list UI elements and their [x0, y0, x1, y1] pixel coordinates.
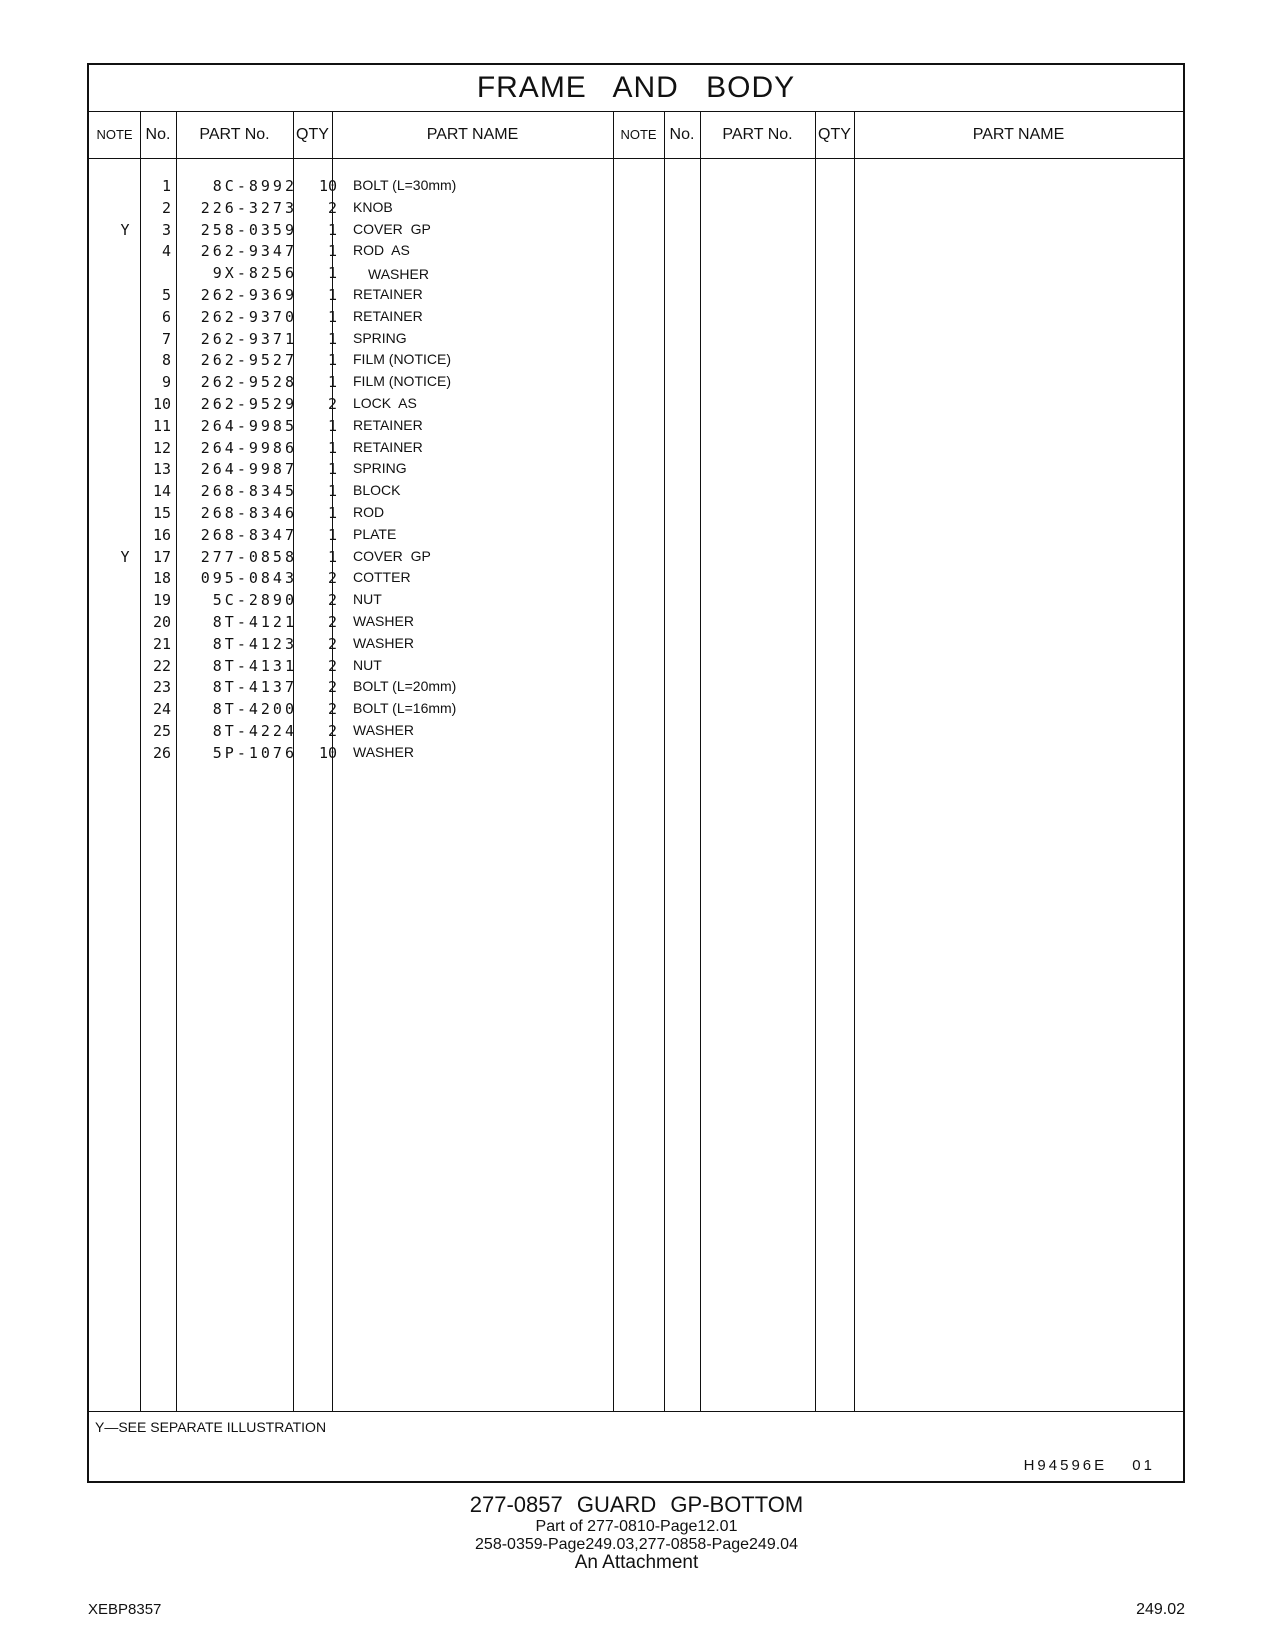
part-number-cell: 8T-4131 [212, 656, 297, 675]
header-qty: QTY [296, 126, 329, 143]
table-row [89, 393, 1183, 416]
table-row [89, 175, 1183, 198]
part-name-cell: NUT [353, 591, 382, 608]
table-bottom-rule [89, 1411, 1183, 1412]
note-cell: Y [120, 547, 130, 566]
item-number-cell: 2 [161, 198, 171, 217]
header-note: NOTE [96, 127, 133, 142]
table-row [89, 197, 1183, 220]
part-number-cell: 8T-4121 [212, 613, 297, 631]
table-row [89, 611, 1183, 634]
quantity-cell: 2 [327, 678, 337, 697]
item-number-cell: 10 [152, 395, 171, 413]
quantity-cell: 2 [327, 591, 337, 610]
quantity-cell: 1 [327, 264, 337, 283]
quantity-cell: 1 [327, 460, 337, 479]
header-part-no: PART No. [199, 126, 270, 143]
quantity-cell: 2 [327, 656, 337, 675]
quantity-cell: 1 [327, 307, 337, 326]
assembly-references: 258-0359-Page249.03,277-0858-Page249.04 [475, 1536, 798, 1553]
part-number-cell: 268-8345 [200, 482, 297, 501]
item-number-cell: 4 [161, 242, 171, 261]
part-number-cell: 264-9987 [200, 460, 297, 479]
part-name-cell: COVER GP [353, 220, 431, 237]
part-name-cell: RETAINER [353, 416, 423, 433]
part-number-cell: 262-9370 [200, 307, 297, 326]
part-name-cell: SPRING [353, 460, 407, 477]
part-name-cell: SPRING [353, 329, 407, 346]
table-row [89, 458, 1183, 481]
assembly-part-of: Part of 277-0810-Page12.01 [535, 1518, 738, 1535]
table-row [89, 502, 1183, 525]
part-number-cell: 262-9527 [200, 351, 297, 370]
quantity-cell: 1 [327, 220, 337, 239]
quantity-cell: 2 [327, 198, 337, 217]
item-number-cell: 8 [161, 351, 171, 370]
header-no-right: No. [669, 126, 695, 143]
item-number-cell: 15 [152, 504, 171, 522]
part-name-cell: LOCK AS [353, 395, 417, 411]
quantity-cell: 1 [327, 525, 337, 544]
item-number-cell: 1 [161, 177, 171, 195]
item-number-cell: 12 [152, 438, 171, 457]
quantity-cell: 2 [327, 395, 337, 413]
item-number-cell: 16 [152, 525, 171, 544]
assembly-type: An Attachment [574, 1552, 699, 1573]
quantity-cell: 1 [327, 438, 337, 457]
table-row [89, 546, 1183, 569]
table-row [89, 306, 1183, 329]
part-number-cell: 8T-4200 [212, 700, 297, 719]
table-row [89, 219, 1183, 242]
table-row [89, 437, 1183, 460]
header-part-no-right: PART No. [722, 126, 793, 143]
part-name-cell: ROD AS [353, 242, 410, 259]
table-row [89, 633, 1183, 656]
table-row [89, 240, 1183, 263]
quantity-cell: 2 [327, 569, 337, 588]
drawing-code: H94596E 01 [1023, 1457, 1155, 1474]
item-number-cell: 20 [152, 613, 171, 631]
part-number-cell: 264-9986 [200, 438, 297, 457]
quantity-cell: 2 [327, 634, 337, 653]
part-number-cell: 258-0359 [200, 220, 297, 239]
quantity-cell: 1 [327, 482, 337, 501]
part-number-cell: 264-9985 [200, 416, 297, 435]
part-name-cell: WASHER [353, 613, 414, 629]
parts-list-frame [87, 63, 1185, 1483]
item-number-cell: 9 [161, 373, 171, 392]
quantity-cell: 10 [318, 743, 337, 762]
document-id: XEBP8357 [88, 1601, 162, 1618]
item-number-cell: 19 [152, 591, 171, 610]
part-number-cell: 095-0843 [200, 569, 297, 588]
part-number-cell: 262-9369 [200, 286, 297, 304]
quantity-cell: 1 [327, 242, 337, 261]
part-name-cell: WASHER [353, 743, 414, 760]
table-row [89, 262, 1183, 285]
item-number-cell: 23 [152, 678, 171, 697]
part-name-cell: RETAINER [353, 286, 423, 302]
footnote: Y—SEE SEPARATE ILLUSTRATION [95, 1419, 327, 1435]
table-row [89, 720, 1183, 743]
table-row [89, 742, 1183, 765]
part-number-cell: 8C-8992 [212, 177, 297, 195]
header-no: No. [145, 126, 171, 143]
quantity-cell: 1 [327, 329, 337, 348]
table-row [89, 415, 1183, 438]
part-name-cell: BOLT (L=16mm) [353, 700, 457, 717]
item-number-cell: 6 [161, 307, 171, 326]
quantity-cell: 2 [327, 700, 337, 719]
item-number-cell: 3 [161, 220, 171, 239]
part-name-cell: BOLT (L=30mm) [353, 177, 457, 193]
table-row [89, 328, 1183, 351]
table-row [89, 371, 1183, 394]
page-number: 249.02 [1136, 1601, 1185, 1618]
part-number-cell: 277-0858 [200, 547, 297, 566]
part-number-cell: 8T-4137 [212, 678, 297, 697]
part-name-cell: PLATE [353, 525, 397, 542]
item-number-cell: 24 [152, 700, 171, 719]
quantity-cell: 1 [327, 351, 337, 370]
part-number-cell: 8T-4123 [212, 634, 297, 653]
part-name-cell: WASHER [353, 722, 414, 738]
item-number-cell: 13 [152, 460, 171, 479]
quantity-cell: 1 [327, 547, 337, 566]
part-number-cell: 262-9529 [200, 395, 297, 413]
part-number-cell: 9X-8256 [212, 264, 297, 283]
part-number-cell: 262-9347 [200, 242, 297, 261]
quantity-cell: 10 [318, 177, 337, 195]
table-row [89, 655, 1183, 678]
part-name-cell: RETAINER [353, 307, 423, 324]
part-name-cell: NUT [353, 656, 382, 673]
item-number-cell: 22 [152, 656, 171, 675]
item-number-cell: 5 [161, 286, 171, 304]
item-number-cell: 14 [152, 482, 171, 501]
quantity-cell: 1 [327, 504, 337, 522]
part-number-cell: 8T-4224 [212, 722, 297, 740]
part-number-cell: 268-8346 [200, 504, 297, 522]
part-name-cell: RETAINER [353, 438, 423, 455]
item-number-cell: 18 [152, 569, 171, 588]
item-number-cell: 11 [152, 416, 171, 435]
part-name-cell: BOLT (L=20mm) [353, 678, 457, 695]
part-name-cell: ROD [353, 504, 385, 520]
table-row [89, 284, 1183, 307]
note-cell: Y [120, 220, 130, 239]
table-row [89, 349, 1183, 372]
table-header [89, 111, 1183, 159]
quantity-cell: 2 [327, 722, 337, 740]
header-part-name: PART NAME [426, 126, 519, 143]
assembly-title: 277-0857 GUARD GP-BOTTOM [469, 1492, 804, 1517]
table-row [89, 524, 1183, 547]
table-row [89, 567, 1183, 590]
part-number-cell: 268-8347 [200, 525, 297, 544]
table-row [89, 480, 1183, 503]
table-row [89, 589, 1183, 612]
part-number-cell: 262-9528 [200, 373, 297, 392]
quantity-cell: 1 [327, 373, 337, 392]
item-number-cell: 26 [152, 743, 171, 762]
part-name-cell: BLOCK [353, 482, 401, 499]
part-name-cell: COVER GP [353, 547, 431, 564]
part-name-cell: FILM (NOTICE) [353, 351, 451, 368]
item-number-cell: 7 [161, 329, 171, 348]
part-name-cell: WASHER [368, 266, 429, 283]
item-number-cell: 25 [152, 722, 171, 740]
part-name-cell: WASHER [353, 634, 414, 651]
quantity-cell: 2 [327, 613, 337, 631]
header-part-name-right: PART NAME [972, 126, 1065, 143]
part-number-cell: 262-9371 [200, 329, 297, 348]
part-name-cell: COTTER [353, 569, 411, 586]
header-note-right: NOTE [620, 127, 657, 142]
table-row [89, 676, 1183, 699]
quantity-cell: 1 [327, 286, 337, 304]
header-qty-right: QTY [818, 126, 851, 143]
quantity-cell: 1 [327, 416, 337, 435]
item-number-cell: 17 [152, 547, 171, 566]
part-number-cell: 5P-1076 [212, 743, 297, 762]
part-number-cell: 226-3273 [200, 198, 297, 217]
part-name-cell: KNOB [353, 198, 393, 215]
table-row [89, 698, 1183, 721]
page-title: FRAME AND BODY [89, 65, 1183, 112]
part-name-cell: FILM (NOTICE) [353, 373, 451, 390]
item-number-cell: 21 [152, 634, 171, 653]
part-number-cell: 5C-2890 [212, 591, 297, 610]
